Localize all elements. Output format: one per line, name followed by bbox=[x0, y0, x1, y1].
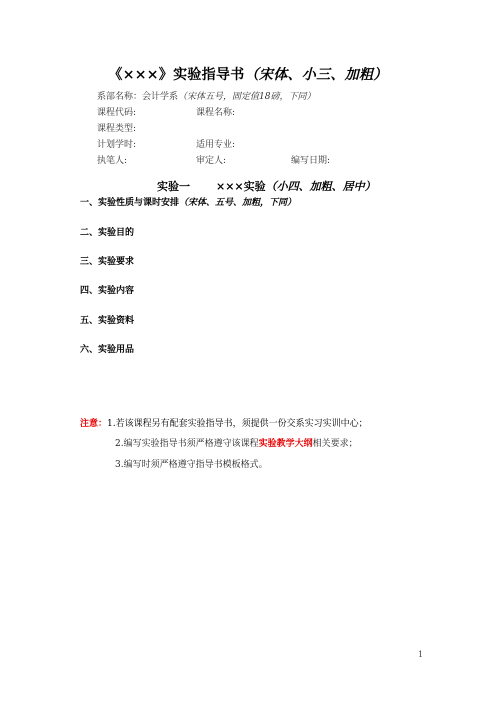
experiment-format-note: （小四、加粗、居中） bbox=[265, 180, 376, 193]
course-code-label: 课程代码: bbox=[97, 108, 137, 118]
notice-item-2-after: 相关要求； bbox=[312, 439, 358, 449]
planned-hours-label: 计划学时: bbox=[97, 140, 137, 150]
experiment-name: ×××实验 bbox=[216, 180, 266, 193]
notice-line-3 bbox=[115, 457, 268, 470]
section-label: 四、实验内容 bbox=[80, 286, 135, 296]
section-heading bbox=[80, 283, 134, 296]
reviewer-label: 审定人: bbox=[196, 156, 227, 166]
applicable-major-label: 适用专业: bbox=[196, 140, 236, 150]
section-label: 一、实验性质与课时安排 bbox=[80, 198, 180, 208]
notice-line-2 bbox=[115, 436, 358, 449]
course-type-label: 课程类型: bbox=[97, 124, 137, 134]
notice-item-1: 1.若该课程另有配套实验指导书，须提供一份交系实习实训中心； bbox=[107, 419, 368, 429]
notice-item-2-highlight: 实验教学大纲 bbox=[258, 439, 313, 449]
section-heading bbox=[80, 225, 134, 238]
section-label: 三、实验要求 bbox=[80, 257, 135, 267]
notice-line-1 bbox=[80, 416, 368, 429]
section-label: 五、实验资料 bbox=[80, 316, 135, 326]
department-line bbox=[97, 89, 315, 102]
section-heading bbox=[80, 254, 134, 267]
notice-item-3: 3.编写时须严格遵守指导书模板格式。 bbox=[115, 460, 268, 470]
department-label: 系部名称：会计学系 bbox=[97, 92, 179, 102]
section-heading bbox=[80, 313, 134, 326]
section-heading bbox=[80, 342, 134, 355]
department-format-note: （宋体五号，固定值18磅，下同） bbox=[178, 92, 316, 102]
section-format-note: （宋体、五号、加粗，下同） bbox=[179, 198, 297, 208]
notice-lead: 注意： bbox=[80, 419, 108, 429]
title-format-note: （宋体、小三、加粗） bbox=[244, 67, 388, 83]
author-label: 执笔人: bbox=[97, 156, 128, 166]
section-heading bbox=[80, 195, 296, 208]
section-label: 二、实验目的 bbox=[80, 228, 135, 238]
experiment-heading bbox=[157, 178, 376, 194]
title-text: 《×××》实验指导书 bbox=[108, 67, 245, 83]
experiment-number: 实验一 bbox=[157, 180, 190, 193]
course-name-label: 课程名称: bbox=[196, 108, 236, 118]
date-label: 编写日期: bbox=[291, 156, 331, 166]
notice-item-2-before: 2.编写实验指导书须严格遵守该课程 bbox=[115, 439, 259, 449]
document-title bbox=[0, 64, 496, 84]
page-number: 1 bbox=[418, 650, 424, 659]
section-label: 六、实验用品 bbox=[80, 345, 135, 355]
